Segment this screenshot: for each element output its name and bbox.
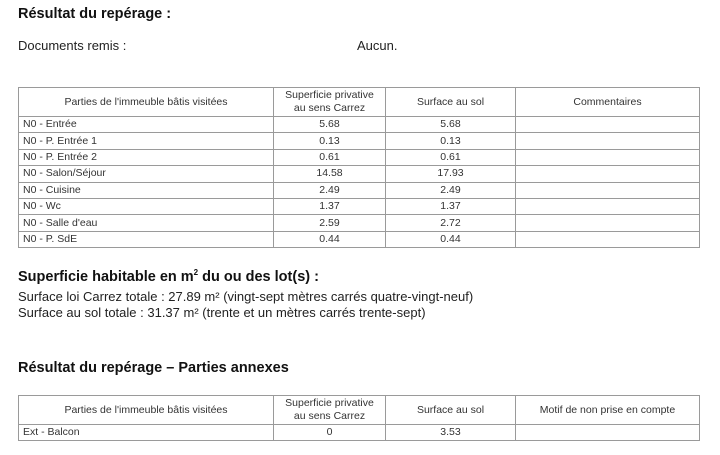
table-cell [516, 231, 700, 247]
sol-total-line: Surface au sol totale : 31.37 m² (trente et un mètres carrés trente-sept) [18, 305, 426, 320]
table-cell: 14.58 [274, 166, 386, 182]
table-row [19, 215, 700, 231]
table-cell: 1.37 [274, 198, 386, 214]
documents-label: Documents remis : [18, 38, 127, 53]
table-cell: 0.61 [274, 149, 386, 165]
table-cell: 2.72 [386, 215, 516, 231]
habitable-title-prefix: Superficie habitable en m [18, 268, 194, 285]
table-cell: N0 - Wc [19, 198, 274, 214]
col-header-surface-sol: Surface au sol [386, 88, 516, 117]
table-row [19, 166, 700, 182]
section-title-annexes: Résultat du repérage – Parties annexes [18, 360, 289, 376]
table-cell: N0 - P. Entrée 2 [19, 149, 274, 165]
table-cell: N0 - Salon/Séjour [19, 166, 274, 182]
table-cell [516, 117, 700, 133]
table-cell [516, 198, 700, 214]
table-row [19, 149, 700, 165]
annexes-col-header-carrez-text: Superficie privative au sens Carrez [285, 397, 374, 422]
table-cell: 2.49 [274, 182, 386, 198]
habitable-title-suffix: du ou des lot(s) : [198, 268, 319, 285]
table-cell [516, 133, 700, 149]
annexes-table [18, 395, 700, 441]
surface-table [18, 87, 700, 248]
table-cell: 2.49 [386, 182, 516, 198]
table-cell: N0 - Cuisine [19, 182, 274, 198]
carrez-total-line: Surface loi Carrez totale : 27.89 m² (vingt-sept mètres carrés quatre-vingt-neuf) [18, 289, 474, 304]
table-header-row [19, 88, 700, 117]
table-cell [516, 182, 700, 198]
table-cell: 0.13 [386, 133, 516, 149]
table-cell: 0.44 [274, 231, 386, 247]
habitable-title [18, 268, 319, 285]
table-cell [516, 166, 700, 182]
table-cell: 0.44 [386, 231, 516, 247]
table-row [19, 117, 700, 133]
annexes-table-row [19, 425, 700, 441]
documents-value: Aucun. [357, 38, 398, 53]
table-cell: 3.53 [386, 425, 516, 441]
annexes-col-header-motif: Motif de non prise en compte [516, 396, 700, 425]
table-cell: 17.93 [386, 166, 516, 182]
col-header-carrez-text: Superficie privative au sens Carrez [285, 89, 374, 114]
table-cell [516, 425, 700, 441]
annexes-col-header-surface-sol: Surface au sol [386, 396, 516, 425]
table-cell: 0.61 [386, 149, 516, 165]
col-header-carrez [274, 88, 386, 117]
table-cell: 2.59 [274, 215, 386, 231]
table-cell: N0 - P. Entrée 1 [19, 133, 274, 149]
annexes-col-header-carrez [274, 396, 386, 425]
col-header-parties: Parties de l'immeuble bâtis visitées [19, 88, 274, 117]
table-cell: 0 [274, 425, 386, 441]
table-cell: N0 - P. SdE [19, 231, 274, 247]
table-cell: N0 - Entrée [19, 117, 274, 133]
table-row [19, 133, 700, 149]
table-row [19, 198, 700, 214]
table-cell [516, 215, 700, 231]
table-cell: 0.13 [274, 133, 386, 149]
table-cell: N0 - Salle d'eau [19, 215, 274, 231]
table-cell [516, 149, 700, 165]
habitable-title-sup: 2 [193, 268, 199, 277]
table-cell: 1.37 [386, 198, 516, 214]
table-cell: 5.68 [274, 117, 386, 133]
table-cell: 5.68 [386, 117, 516, 133]
table-row [19, 182, 700, 198]
annexes-col-header-parties: Parties de l'immeuble bâtis visitées [19, 396, 274, 425]
annexes-header-row [19, 396, 700, 425]
table-row [19, 231, 700, 247]
col-header-commentaires: Commentaires [516, 88, 700, 117]
section-title-repérage: Résultat du repérage : [18, 6, 172, 22]
table-cell: Ext - Balcon [19, 425, 274, 441]
